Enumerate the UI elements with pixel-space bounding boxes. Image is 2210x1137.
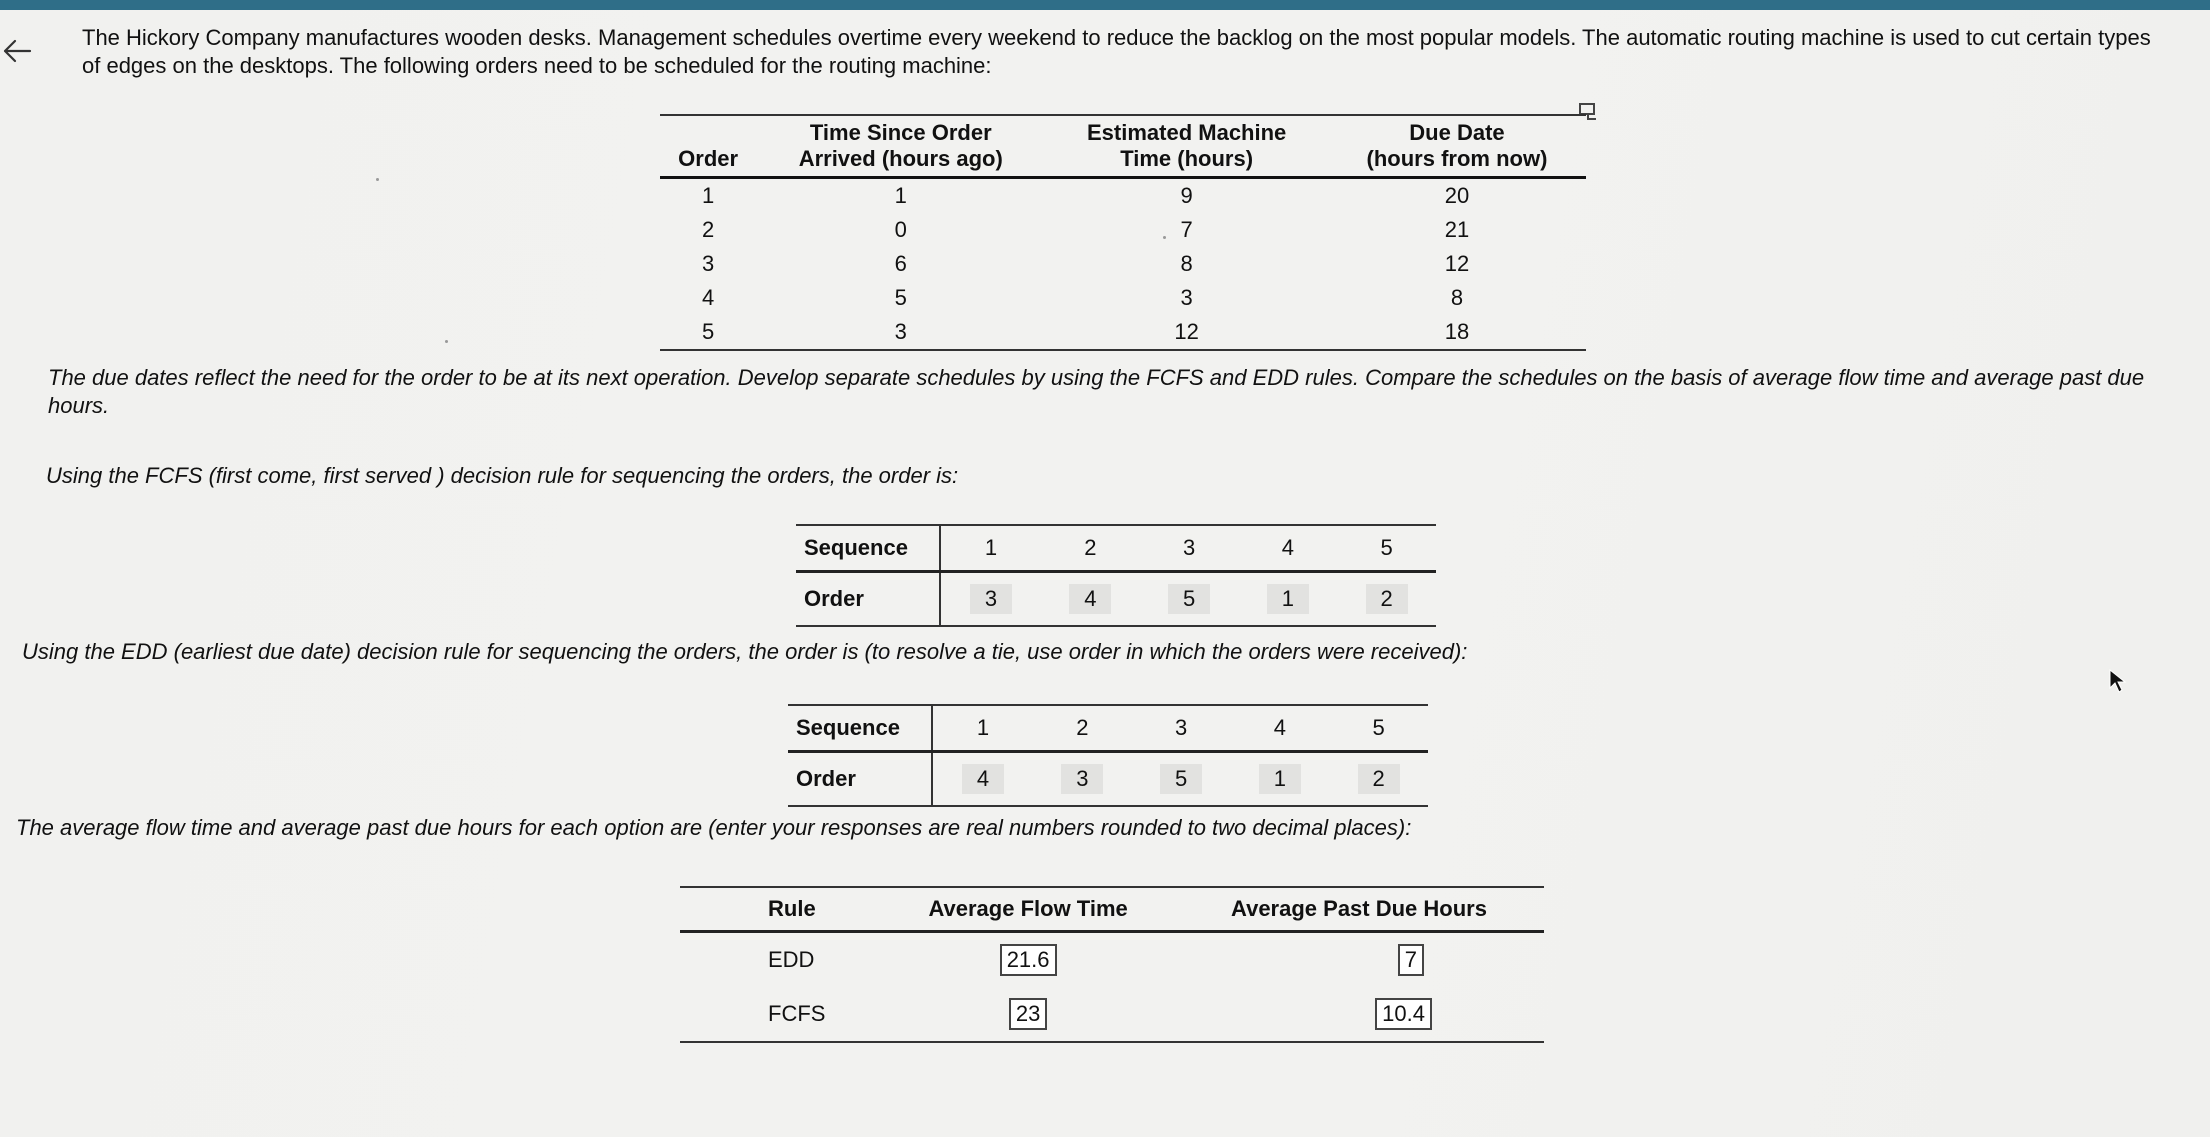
speck	[1163, 236, 1166, 239]
table-row: 4 5 3 8	[701, 285, 1464, 310]
order-label: Order	[796, 572, 940, 627]
col-header-due-date: Due Date (hours from now)	[1328, 115, 1586, 178]
table-row: 1 1 9 20	[701, 183, 1470, 208]
top-bar	[0, 0, 2210, 10]
col-header-order: Order	[660, 115, 756, 178]
table-row	[680, 932, 1544, 988]
rule-label: FCFS	[680, 987, 882, 1042]
avg-flow-input[interactable]: 21.6	[1000, 944, 1057, 976]
rule-label: EDD	[768, 947, 815, 972]
fcfs-answer-cell[interactable]: 3	[970, 584, 1012, 614]
fcfs-prompt: Using the FCFS (first come, first served ) decision rule for sequencing the orders, the order is:	[46, 463, 959, 488]
edd-answer-cell[interactable]: 4	[962, 764, 1004, 794]
avg-flow-input[interactable]: 23	[1009, 998, 1047, 1030]
sequence-label: Sequence	[796, 525, 940, 572]
fcfs-answer-cell[interactable]: 5	[1168, 584, 1210, 614]
edd-answer-cell[interactable]: 1	[1259, 764, 1301, 794]
intro-text: The Hickory Company manufactures wooden desks. Management schedules overtime every weekend to reduce the backlog on the most popular models. The automatic routing machine is used to cut certain types of edges on the desktops. The following orders need to be scheduled for the routing machine:	[82, 25, 2151, 78]
table-row: 5 3 12 18	[660, 315, 1586, 350]
order-label: Order	[788, 752, 932, 807]
avg-past-due-input[interactable]: 7	[1398, 944, 1424, 976]
sequence-label: Sequence	[788, 705, 932, 752]
orders-table	[660, 114, 1586, 351]
due-dates-text: The due dates reflect the need for the order to be at its next operation. Develop separate schedules by using the FCFS and EDD rules. Compare the schedules on the basis of average flow time and average past due hours.	[48, 365, 2145, 418]
table-row: 2 0 7 21	[701, 217, 1470, 242]
col-header-rule: Rule	[680, 887, 882, 932]
edd-sequence-table: Sequence 1 2 3 4 5 Order 4 3 5 1 2	[788, 704, 1428, 807]
average-prompt: The average flow time and average past due hours for each option are (enter your responses are real numbers rounded to two decimal places):	[16, 815, 1412, 840]
table-row: 3 6 8 12	[701, 251, 1470, 276]
speck	[445, 340, 448, 343]
edd-answer-cell[interactable]: 3	[1061, 764, 1103, 794]
col-header-time-since: Time Since Order Arrived (hours ago)	[756, 115, 1045, 178]
fcfs-answer-cell[interactable]: 1	[1267, 584, 1309, 614]
results-table	[680, 886, 1544, 1043]
col-header-avg-past-due: Average Past Due Hours	[1174, 887, 1544, 932]
mouse-cursor-icon	[2108, 668, 2128, 694]
back-arrow-icon[interactable]	[0, 34, 34, 68]
avg-past-due-input[interactable]: 10.4	[1375, 998, 1432, 1030]
edd-prompt: Using the EDD (earliest due date) decision rule for sequencing the orders, the order is (to resolve a tie, use order in which the orders were received):	[22, 639, 1468, 664]
edd-answer-cell[interactable]: 5	[1160, 764, 1202, 794]
col-header-avg-flow: Average Flow Time	[882, 887, 1174, 932]
fcfs-answer-cell[interactable]: 4	[1069, 584, 1111, 614]
speck	[376, 178, 379, 181]
col-header-machine-time: Estimated Machine Time (hours)	[1045, 115, 1328, 178]
fcfs-sequence-table: Sequence 1 2 3 4 5 Order 3 4 5 1 2	[796, 524, 1436, 627]
table-row	[680, 987, 1544, 1042]
edd-answer-cell[interactable]: 2	[1358, 764, 1400, 794]
fcfs-answer-cell[interactable]: 2	[1366, 584, 1408, 614]
